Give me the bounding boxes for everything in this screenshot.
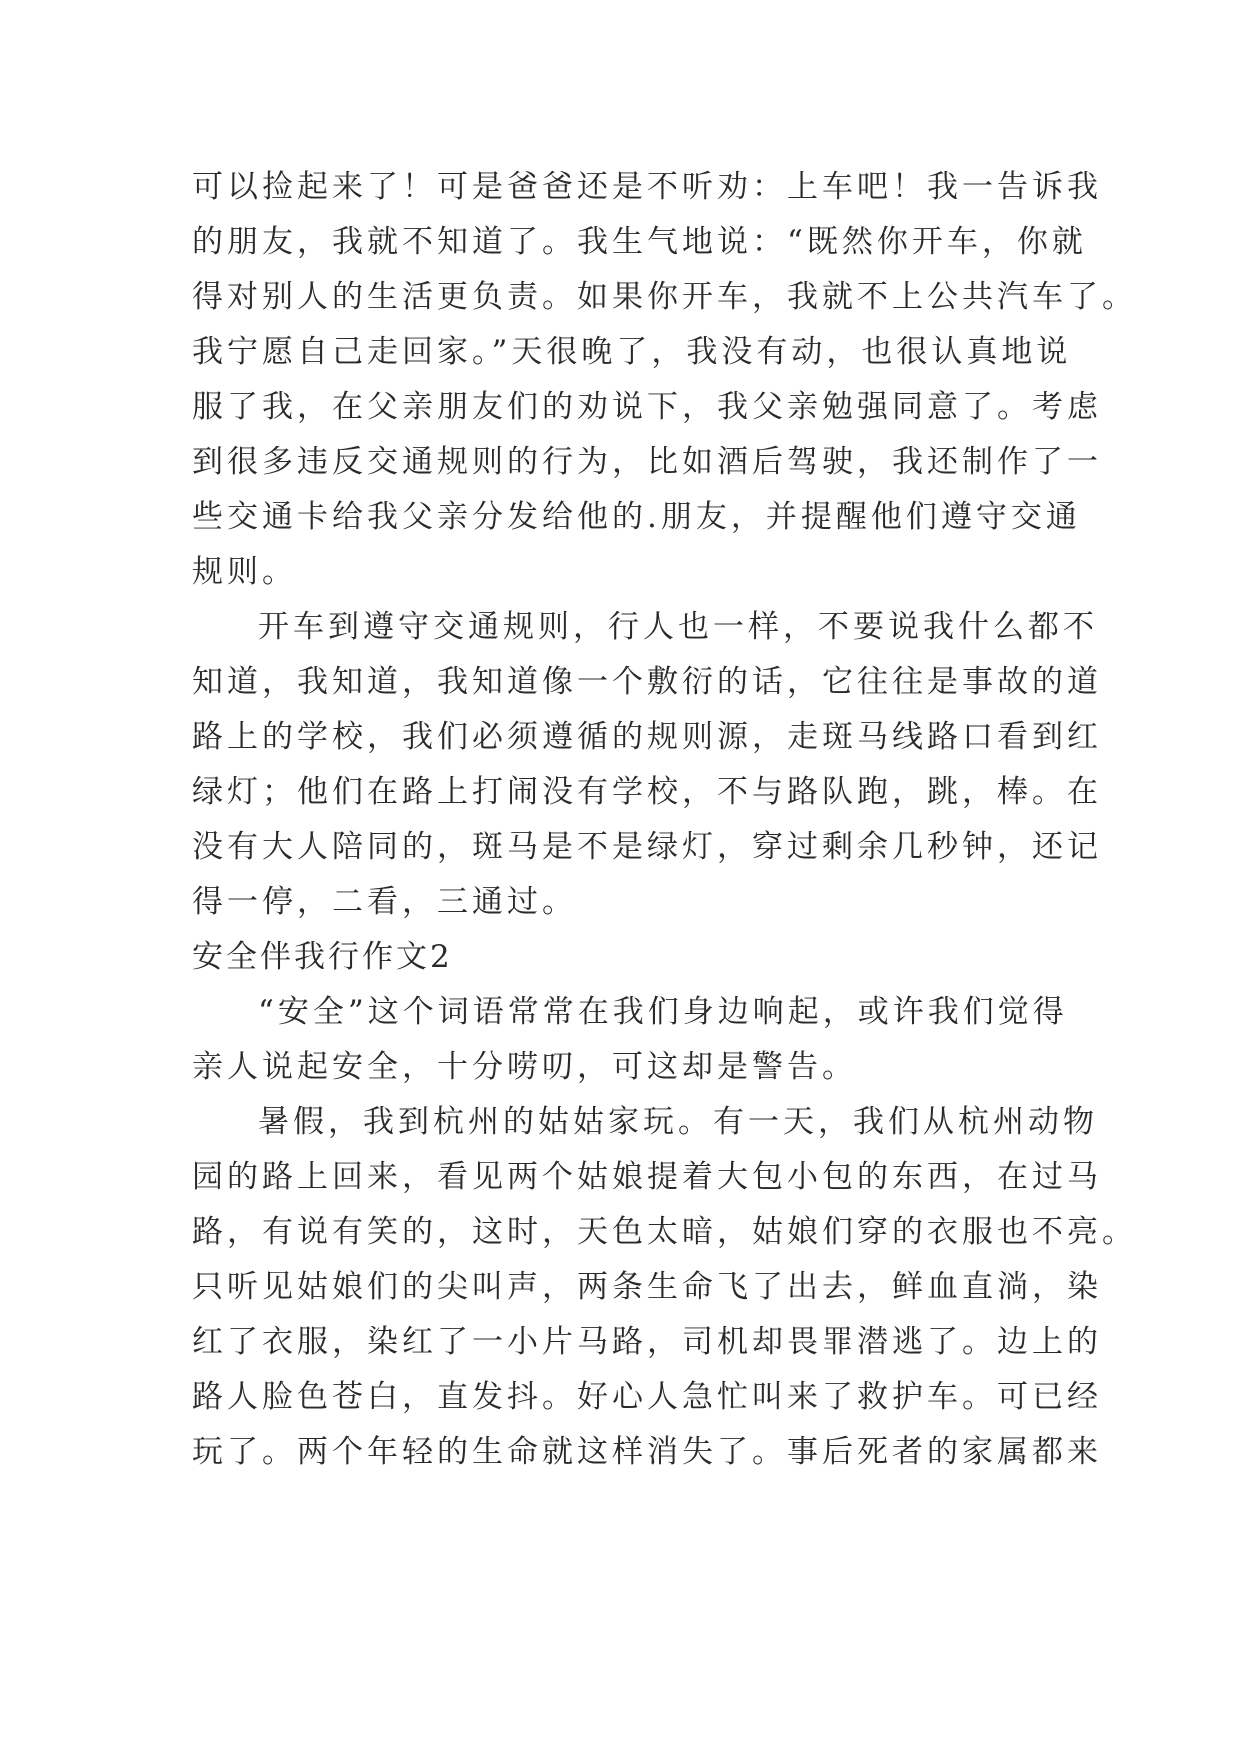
text-line: 规则。 (192, 554, 297, 590)
section-heading: 安全伴我行作文2 (192, 939, 453, 975)
text-line: “安全”这个词语常常在我们身边响起，或许我们觉得 (258, 994, 1068, 1030)
text-line: 红了衣服，染红了一小片马路，司机却畏罪潜逃了。边上的 (192, 1324, 1102, 1360)
paragraph-1 (192, 160, 1137, 600)
document-body (192, 160, 1137, 1480)
text-line: 玩了。两个年轻的生命就这样消失了。事后死者的家属都来 (192, 1434, 1102, 1470)
text-line: 可以捡起来了！可是爸爸还是不听劝：上车吧！我一告诉我 (192, 169, 1102, 205)
text-line: 没有大人陪同的，斑马是不是绿灯，穿过剩余几秒钟，还记 (192, 829, 1102, 865)
paragraph-2 (192, 600, 1102, 930)
text-line: 路上的学校，我们必须遵循的规则源，走斑马线路口看到红 (192, 719, 1102, 755)
text-line: 只听见姑娘们的尖叫声，两条生命飞了出去，鲜血直淌，染 (192, 1269, 1102, 1305)
text-line: 到很多违反交通规则的行为，比如酒后驾驶，我还制作了一 (192, 444, 1102, 480)
paragraph-3 (192, 985, 1068, 1095)
text-line: 绿灯；他们在路上打闹没有学校，不与路队跑，跳，棒。在 (192, 774, 1102, 810)
text-line: 路，有说有笑的，这时，天色太暗，姑娘们穿的衣服也不亮。 (192, 1214, 1137, 1250)
text-line: 服了我，在父亲朋友们的劝说下，我父亲勉强同意了。考虑 (192, 389, 1102, 425)
text-line: 暑假，我到杭州的姑姑家玩。有一天，我们从杭州动物 (258, 1104, 1098, 1140)
text-line: 知道，我知道，我知道像一个敷衍的话，它往往是事故的道 (192, 664, 1102, 700)
text-line: 园的路上回来，看见两个姑娘提着大包小包的东西，在过马 (192, 1159, 1102, 1195)
text-line: 开车到遵守交通规则，行人也一样，不要说我什么都不 (258, 609, 1098, 645)
text-line: 路人脸色苍白，直发抖。好心人急忙叫来了救护车。可已经 (192, 1379, 1102, 1415)
paragraph-4 (192, 1095, 1137, 1480)
text-line: 得对别人的生活更负责。如果你开车，我就不上公共汽车了。 (192, 279, 1137, 315)
text-line: 亲人说起安全，十分唠叨，可这却是警告。 (192, 1049, 857, 1085)
text-line: 我宁愿自己走回家。”天很晚了，我没有动，也很认真地说 (192, 334, 1072, 370)
text-line: 得一停，二看，三通过。 (192, 884, 577, 920)
text-line: 的朋友，我就不知道了。我生气地说：“既然你开车，你就 (192, 224, 1087, 260)
text-line: 些交通卡给我父亲分发给他的.朋友，并提醒他们遵守交通 (192, 499, 1081, 535)
